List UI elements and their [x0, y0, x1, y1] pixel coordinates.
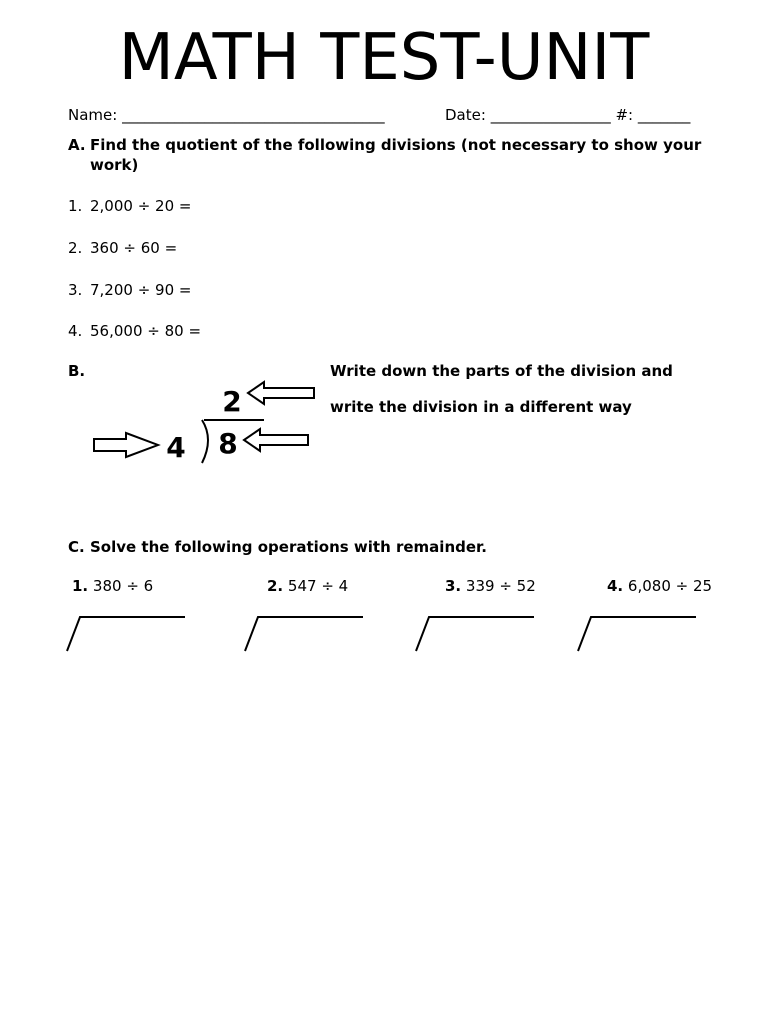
section-c-problem — [72, 576, 153, 596]
date-field[interactable] — [445, 105, 690, 125]
diagram-dividend: 8 — [218, 427, 238, 460]
name-blank: ___________________________________ — [122, 106, 385, 124]
section-a-instruction: Find the quotient of the following divisions (not necessary to show your work) — [90, 136, 702, 174]
section-c-instruction: Solve the following operations with remainder. — [90, 538, 487, 556]
section-c-problem-num: 2. — [267, 577, 284, 595]
section-b-instruction-line2: write the division in a different way — [330, 398, 632, 416]
section-c-letter: C. — [68, 538, 85, 556]
name-field[interactable] — [68, 105, 385, 125]
section-c-problem-num: 1. — [72, 577, 89, 595]
section-a-problem-num: 2. — [68, 239, 83, 257]
section-a-problem-num: 4. — [68, 322, 83, 340]
quotient-arrow-icon — [248, 382, 314, 404]
section-c-problem — [267, 576, 348, 596]
section-a-problem: 2,000 ÷ 20 = — [90, 197, 192, 215]
long-division-bracket[interactable] — [63, 613, 188, 653]
section-c-problem-num: 4. — [607, 577, 624, 595]
diagram-divisor: 4 — [166, 431, 186, 464]
section-b-letter: B. — [68, 362, 86, 380]
section-c-problem-text: 547 ÷ 4 — [287, 577, 349, 595]
section-c-problem-text: 380 ÷ 6 — [92, 577, 154, 595]
diagram-quotient: 2 — [222, 385, 242, 418]
section-c-problem-num: 3. — [445, 577, 462, 595]
number-label: #: — [615, 106, 634, 124]
section-c-problem-text: 6,080 ÷ 25 — [627, 577, 713, 595]
long-division-bracket[interactable] — [412, 613, 537, 653]
page-title: MATH TEST-UNIT — [118, 21, 650, 95]
section-a-problem: 7,200 ÷ 90 = — [90, 281, 192, 299]
section-c-problem — [445, 576, 536, 596]
date-label: Date: — [445, 106, 486, 124]
section-a-problem: 360 ÷ 60 = — [90, 239, 178, 257]
section-a-letter: A. — [68, 136, 86, 154]
section-c-problem-text: 339 ÷ 52 — [465, 577, 536, 595]
date-blank: ________________ — [490, 106, 611, 124]
section-c-problem — [607, 576, 712, 596]
divisor-arrow-icon — [94, 433, 158, 457]
long-division-bracket[interactable] — [241, 613, 366, 653]
section-a-problem-num: 1. — [68, 197, 83, 215]
section-a-problem: 56,000 ÷ 80 = — [90, 322, 202, 340]
division-bracket — [202, 420, 208, 463]
dividend-arrow-icon — [244, 429, 308, 451]
number-blank: _______ — [637, 106, 691, 124]
section-b-instruction-line1: Write down the parts of the division and — [330, 362, 673, 380]
division-diagram — [88, 375, 328, 475]
long-division-bracket[interactable] — [574, 613, 699, 653]
name-label: Name: — [68, 106, 118, 124]
section-a-problem-num: 3. — [68, 281, 83, 299]
